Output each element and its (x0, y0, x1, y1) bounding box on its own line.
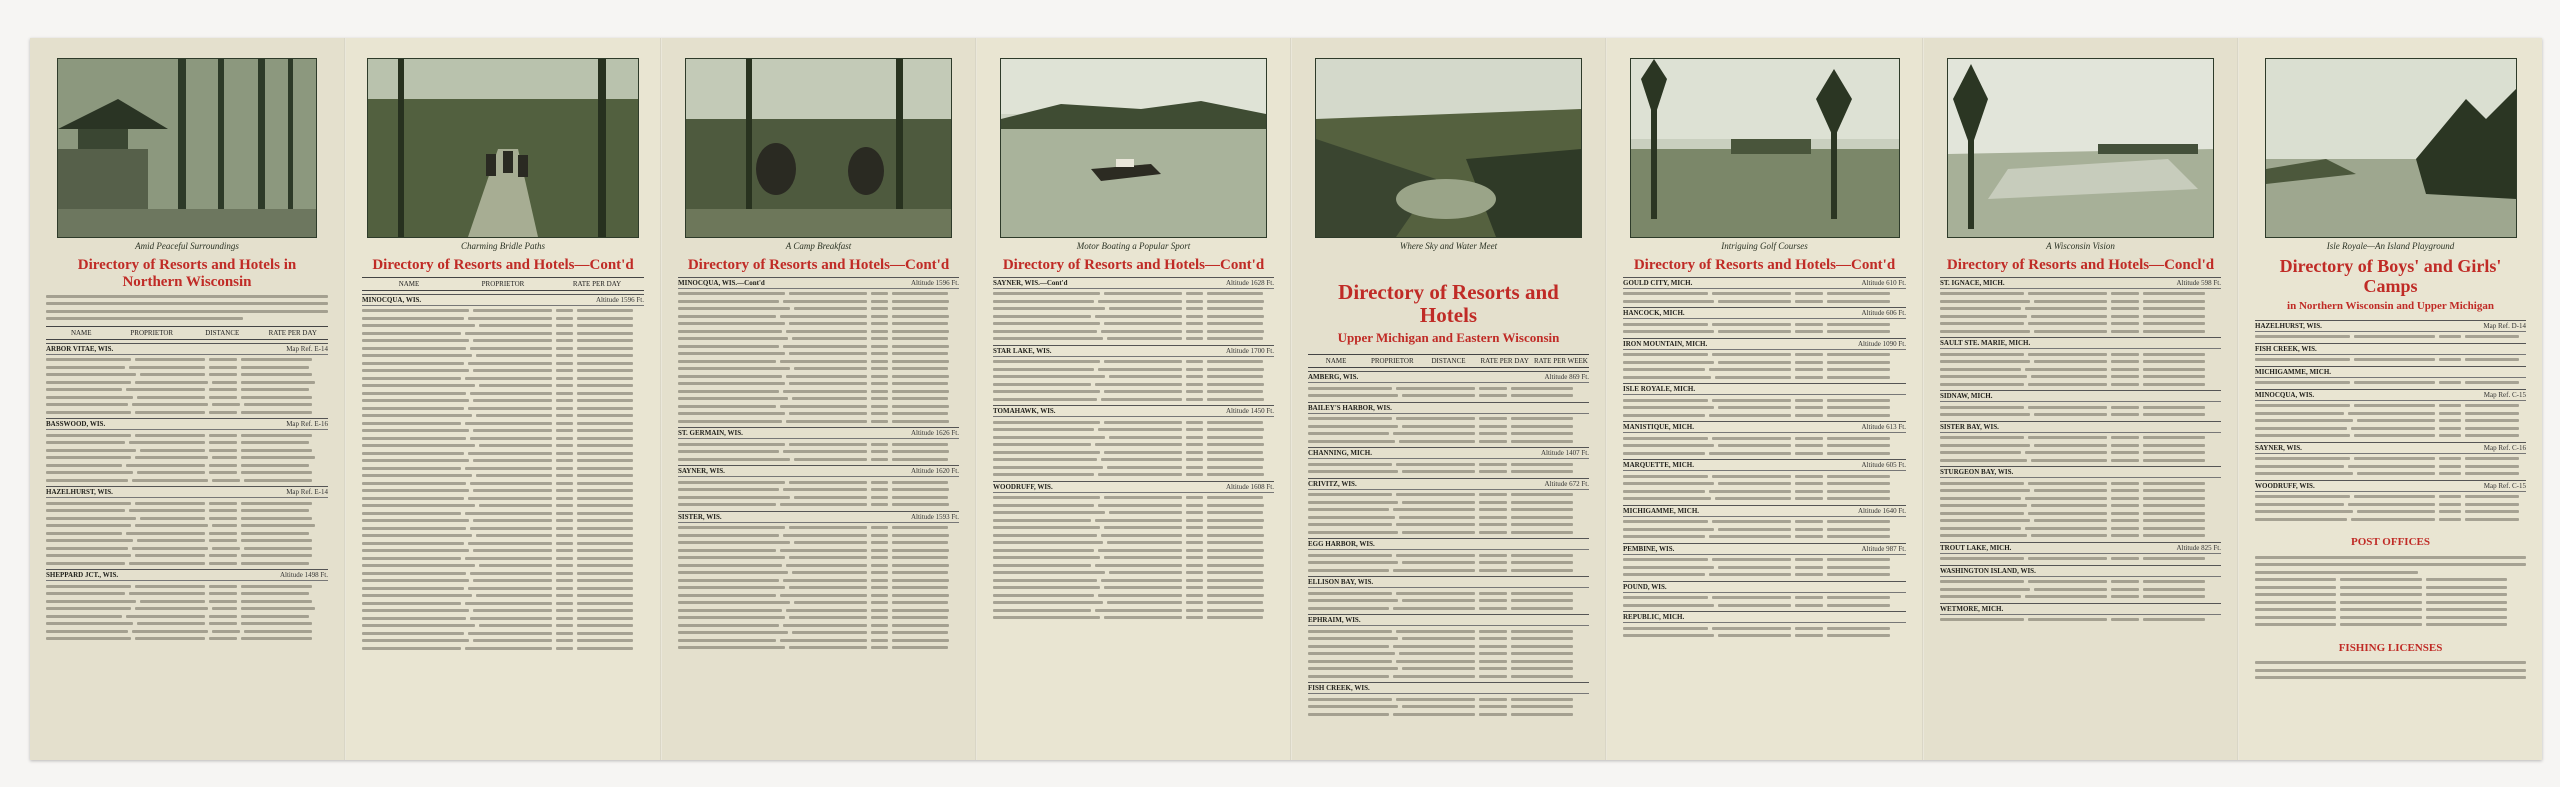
photo-caption: A Wisconsin Vision (2046, 241, 2115, 251)
section-header: MICHIGAMME, MICH. Altitude 1640 Ft. (1623, 506, 1906, 515)
section-header: ARBOR VITAE, WIS. Map Ref. E-14 (46, 344, 328, 353)
table-rows (2255, 357, 2526, 363)
section-header: STURGEON BAY, WIS. (1940, 466, 2221, 478)
section-header: MANISTIQUE, MICH. Altitude 613 Ft. (1623, 423, 1906, 431)
panel-concluded (1924, 38, 2237, 760)
section-header: WASHINGTON ISLAND, WIS. (1940, 565, 2221, 577)
intro-text (46, 293, 328, 322)
section-header: WETMORE, MICH. (1940, 603, 2221, 615)
section-header: TOMAHAWK, WIS. Altitude 1450 Ft. (993, 407, 1274, 415)
panel-title: Directory of Resorts and Hotels—Cont'd (372, 257, 634, 273)
table-rows (1308, 696, 1589, 717)
table-rows (1940, 291, 2221, 335)
section-header: HANCOCK, MICH. Altitude 606 Ft. (1623, 309, 1906, 317)
section-header: EGG HARBOR, WIS. (1308, 538, 1589, 550)
photo-sky-water (1315, 58, 1582, 238)
section-header: MICHIGAMME, MICH. (2255, 366, 2526, 378)
table-rows (1623, 519, 1906, 540)
section-header: SAYNER, WIS. Map Ref. C-16 (2255, 443, 2526, 452)
table-rows (1308, 461, 1589, 475)
panel-title: Directory of Resorts and Hotels—Concl'd (1946, 257, 2215, 273)
table-rows (1940, 404, 2221, 418)
section-header: MARQUETTE, MICH. Altitude 605 Ft. (1623, 461, 1906, 469)
section-header: SHEPPARD JCT., WIS. Altitude 1498 Ft. (46, 571, 328, 579)
section-header: WOODRUFF, WIS. Altitude 1608 Ft. (993, 482, 1274, 491)
panel-title: Directory of Boys' and Girls' Camps (2279, 256, 2502, 296)
photo-bridle-path (367, 58, 639, 238)
section-header: SAYNER, WIS.—Cont'd Altitude 1628 Ft. (993, 278, 1274, 287)
photo-caption: A Camp Breakfast (785, 241, 852, 251)
section-header: ST. IGNACE, MICH. Altitude 598 Ft. (1940, 278, 2221, 287)
table-rows (1308, 492, 1589, 536)
table-rows (1623, 321, 1906, 335)
table-rows (1940, 579, 2221, 600)
table-rows (993, 495, 1274, 621)
photo-cabin (57, 58, 317, 238)
table-rows (1623, 625, 1906, 639)
section-header: ELLISON BAY, WIS. (1308, 576, 1589, 588)
panel-upper-michigan (1292, 38, 1605, 760)
table-rows (1623, 397, 1906, 418)
table-rows (1308, 385, 1589, 399)
table-header: NAME PROPRIETOR RATE PER DAY (362, 277, 644, 291)
section-header: ST. GERMAIN, WIS. Altitude 1626 Ft. (678, 429, 959, 437)
table-rows (1623, 595, 1906, 609)
table-header (46, 326, 328, 340)
panel-title: Directory of Resorts and Hotels—Cont'd (687, 257, 950, 273)
photo-golf-course (1630, 58, 1900, 238)
fishing-licenses-text (2255, 660, 2526, 681)
section-header: SISTER, WIS. Altitude 1593 Ft. (678, 512, 959, 521)
table-rows (46, 500, 328, 566)
photo-camp-breakfast (685, 58, 952, 238)
section-header: CRIVITZ, WIS. Altitude 672 Ft. (1308, 479, 1589, 488)
post-offices-heading: POST OFFICES (2351, 536, 2430, 549)
table-rows (46, 583, 328, 642)
table-rows (2255, 494, 2526, 523)
section-header: IRON MOUNTAIN, MICH. Altitude 1090 Ft. (1623, 339, 1906, 348)
section-header: FISH CREEK, WIS. (2255, 343, 2526, 355)
section-header: HAZELHURST, WIS. Map Ref. E-14 (46, 488, 328, 496)
photo-caption: Amid Peaceful Surroundings (135, 241, 239, 251)
section-header: REPUBLIC, MICH. (1623, 611, 1906, 623)
section-header: STAR LAKE, WIS. Altitude 1700 Ft. (993, 346, 1274, 355)
section-header: SIDNAW, MICH. (1940, 390, 2221, 402)
section-header: WOODRUFF, WIS. Map Ref. C-15 (2255, 481, 2526, 490)
table-rows (1940, 617, 2221, 623)
table-rows (2255, 403, 2526, 439)
table-rows (1308, 416, 1589, 445)
table-rows (362, 308, 644, 652)
table-rows (1308, 628, 1589, 679)
panel-subtitle: Upper Michigan and Eastern Wisconsin (1337, 330, 1560, 346)
section-header: GOULD CITY, MICH. Altitude 610 Ft. (1623, 278, 1906, 287)
photo-caption: Isle Royale—An Island Playground (2326, 241, 2455, 251)
photo-caption: Where Sky and Water Meet (1399, 241, 1498, 251)
table-rows (46, 432, 328, 483)
table-rows (993, 291, 1274, 342)
section-header: FISH CREEK, WIS. (1308, 682, 1589, 694)
table-rows (1623, 473, 1906, 502)
table-rows (1940, 435, 2221, 464)
section-header: PEMBINE, WIS. Altitude 987 Ft. (1623, 544, 1906, 553)
table-rows (1940, 480, 2221, 539)
table-rows (1940, 556, 2221, 562)
panel-sayner (977, 38, 1290, 760)
table-rows (2255, 334, 2526, 340)
section-header: TROUT LAKE, MICH. Altitude 825 Ft. (1940, 543, 2221, 552)
panel-title: Directory of Resorts and Hotels—Cont'd (1633, 257, 1896, 273)
table-rows (1940, 351, 2221, 387)
photo-wisconsin-vision (1947, 58, 2214, 238)
section-header: EPHRAIM, WIS. (1308, 614, 1589, 626)
table-rows (1623, 557, 1906, 578)
table-header: NAME PROPRIETOR DISTANCE RATE PER DAY RATE PER WEEK (1308, 354, 1589, 368)
section-header: POUND, WIS. (1623, 581, 1906, 593)
table-rows (1308, 590, 1589, 611)
fishing-licenses-heading: FISHING LICENSES (2338, 641, 2443, 654)
panel-title: Directory of Resorts and Hotels (1338, 280, 1559, 328)
table-rows (2255, 456, 2526, 477)
section-header: AMBERG, WIS. Altitude 869 Ft. (1308, 373, 1589, 382)
panel-title: Directory of Resorts and Hotels—Cont'd (1002, 257, 1265, 273)
panel-camps (2239, 38, 2542, 760)
panel-subtitle: in Northern Wisconsin and Upper Michigan (2287, 299, 2494, 312)
photo-caption: Intriguing Golf Courses (1721, 241, 1808, 251)
panel-michigan-contd (1607, 38, 1922, 760)
section-header: MINOCQUA, WIS. Map Ref. C-15 (2255, 390, 2526, 399)
panel-title: Directory of Resorts and Hotels in Northern Wisconsin (77, 257, 297, 290)
photo-isle-royale (2265, 58, 2517, 238)
header-distance: DISTANCE (205, 328, 240, 337)
section-header: HAZELHURST, WIS. Map Ref. D-14 (2255, 321, 2526, 330)
header-proprietor: PROPRIETOR (130, 328, 174, 337)
table-rows (993, 359, 1274, 403)
table-rows (678, 291, 959, 425)
table-rows (1623, 352, 1906, 381)
table-rows (1623, 435, 1906, 456)
section-header: BAILEY'S HARBOR, WIS. (1308, 402, 1589, 414)
table-rows (2255, 380, 2526, 386)
section-header: CHANNING, MICH. Altitude 1407 Ft. (1308, 449, 1589, 458)
panel-minocqua (346, 38, 660, 760)
post-offices-text (2255, 554, 2526, 628)
section-header: ISLE ROYALE, MICH. (1623, 383, 1906, 395)
table-rows (46, 357, 328, 416)
table-rows (1623, 291, 1906, 305)
photo-caption: Motor Boating a Popular Sport (1076, 241, 1191, 251)
photo-caption: Charming Bridle Paths (460, 241, 545, 251)
section-header: MINOCQUA, WIS.—Cont'd Altitude 1596 Ft. (678, 278, 959, 287)
header-name: NAME (70, 328, 92, 337)
section-header: SAYNER, WIS. Altitude 1620 Ft. (678, 467, 959, 475)
table-rows (993, 419, 1274, 478)
section-header: SISTER BAY, WIS. (1940, 421, 2221, 433)
table-rows (678, 479, 959, 508)
panel-minocqua-contd (662, 38, 975, 760)
section-header: MINOCQUA, WIS. Altitude 1596 Ft. (362, 295, 644, 304)
table-rows (678, 525, 959, 651)
photo-motor-boat (1000, 58, 1267, 238)
section-header: BASSWOOD, WIS. Map Ref. E-16 (46, 420, 328, 428)
table-rows (678, 441, 959, 462)
header-rate-day: RATE PER DAY (268, 328, 317, 337)
section-header: SAULT STE. MARIE, MICH. (1940, 337, 2221, 349)
table-rows (1308, 552, 1589, 573)
panel-northern-wisconsin (30, 38, 344, 760)
